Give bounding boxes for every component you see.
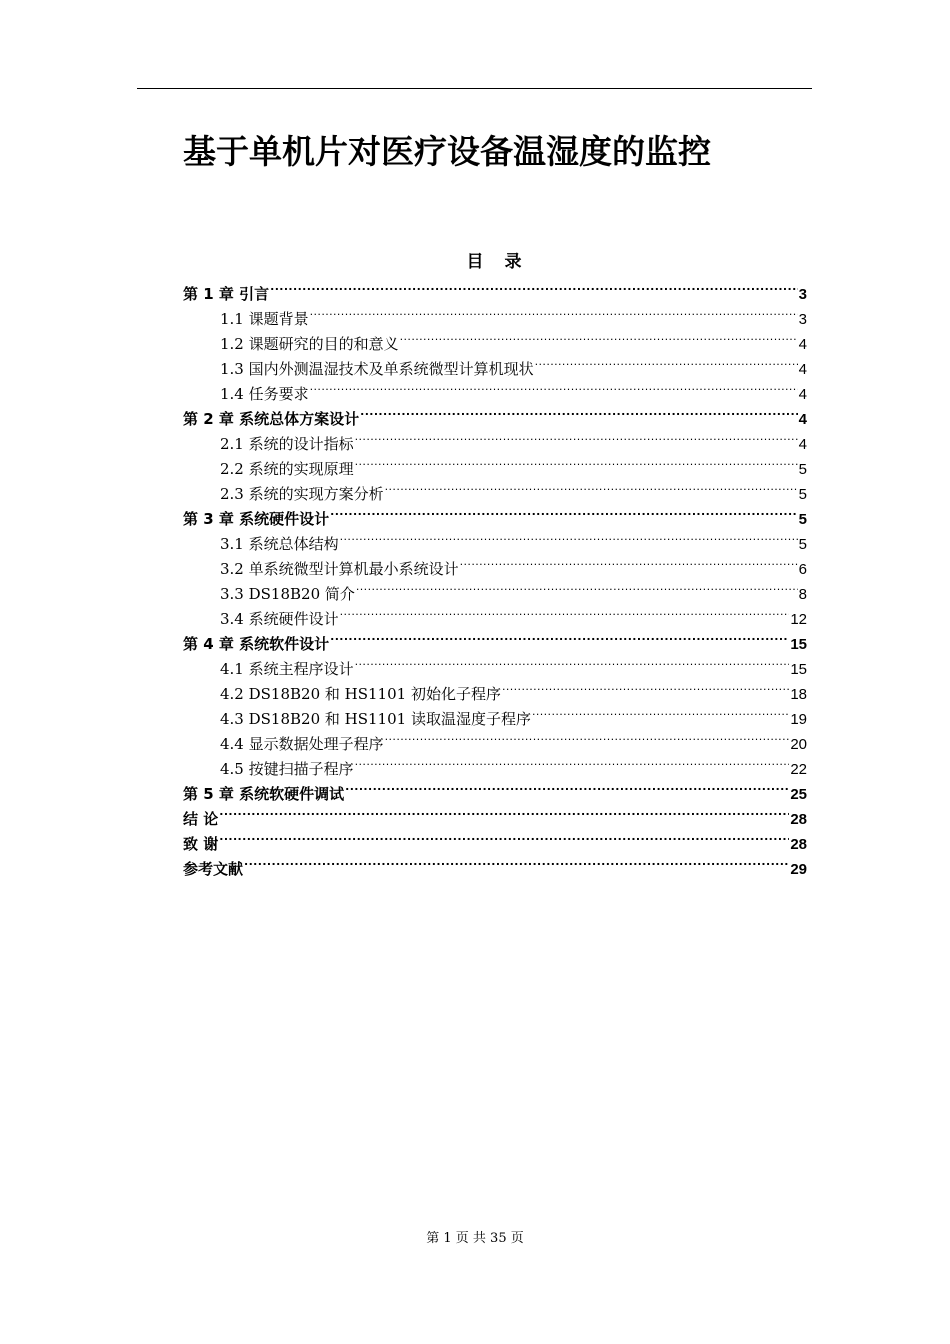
toc-entry-page-number: 4 bbox=[798, 336, 807, 353]
toc-entry-label: 3.4 系统硬件设计 bbox=[220, 610, 339, 628]
toc-dot-leader bbox=[340, 524, 798, 549]
toc-entry-page-number: 5 bbox=[798, 486, 807, 503]
toc-entry-page-number: 15 bbox=[790, 636, 807, 653]
toc-entry-page-number: 4 bbox=[798, 361, 807, 378]
toc-entry-label: 1.3 国内外测温湿技术及单系统微型计算机现状 bbox=[220, 360, 534, 378]
toc-entry-page-number: 4 bbox=[798, 386, 807, 403]
toc-entry-label: 2.3 系统的实现方案分析 bbox=[220, 485, 384, 503]
toc-entry-page-number: 5 bbox=[798, 511, 807, 528]
toc-entry-label: 第 5 章 系统软硬件调试 bbox=[183, 785, 345, 803]
toc-dot-leader bbox=[460, 549, 798, 574]
toc-entry-page-number: 4 bbox=[798, 411, 807, 428]
toc-entry-label: 2.2 系统的实现原理 bbox=[220, 460, 354, 478]
toc-entry-page-number: 3 bbox=[798, 286, 807, 303]
toc-entry-label: 3.3 DS18B20 简介 bbox=[220, 585, 355, 603]
toc-entry-page-number: 18 bbox=[790, 686, 807, 703]
toc-entry-label: 4.4 显示数据处理子程序 bbox=[220, 735, 384, 753]
toc-dot-leader bbox=[345, 774, 789, 799]
toc-entry-page-number: 5 bbox=[798, 536, 807, 553]
toc-dot-leader bbox=[310, 299, 798, 324]
toc-dot-leader bbox=[355, 749, 790, 774]
toc-chapter-entry[interactable] bbox=[183, 799, 807, 828]
document-title: 基于单机片对医疗设备温湿度的监控 bbox=[183, 132, 711, 171]
toc-entry-label: 2.1 系统的设计指标 bbox=[220, 435, 354, 453]
toc-dot-leader bbox=[219, 824, 789, 849]
toc-entry-label: 1.4 任务要求 bbox=[220, 385, 309, 403]
toc-dot-leader bbox=[244, 849, 789, 874]
toc-entry-label: 4.3 DS18B20 和 HS1101 读取温湿度子程序 bbox=[220, 710, 531, 728]
toc-chapter-entry[interactable] bbox=[183, 849, 807, 878]
toc-entry-page-number: 15 bbox=[790, 661, 807, 678]
toc-entry-page-number: 5 bbox=[798, 461, 807, 478]
toc-entry-page-number: 28 bbox=[790, 811, 807, 828]
table-of-contents bbox=[183, 274, 807, 878]
toc-dot-leader bbox=[385, 474, 798, 499]
toc-dot-leader bbox=[356, 574, 798, 599]
toc-entry-label: 第 3 章 系统硬件设计 bbox=[183, 510, 330, 528]
toc-entry-page-number: 3 bbox=[798, 311, 807, 328]
toc-entry-page-number: 20 bbox=[790, 736, 807, 753]
toc-dot-leader bbox=[355, 424, 798, 449]
toc-entry-page-number: 22 bbox=[790, 761, 807, 778]
toc-dot-leader bbox=[355, 449, 798, 474]
toc-dot-leader bbox=[340, 599, 790, 624]
toc-entry-page-number: 25 bbox=[790, 786, 807, 803]
toc-entry-label: 结 论 bbox=[183, 810, 219, 828]
toc-dot-leader bbox=[400, 324, 798, 349]
toc-dot-leader bbox=[310, 374, 798, 399]
toc-section-entry[interactable] bbox=[183, 299, 807, 328]
toc-entry-label: 致 谢 bbox=[183, 835, 219, 853]
toc-dot-leader bbox=[532, 699, 789, 724]
toc-entry-page-number: 28 bbox=[790, 836, 807, 853]
toc-entry-label: 4.5 按键扫描子程序 bbox=[220, 760, 354, 778]
toc-entry-label: 4.1 系统主程序设计 bbox=[220, 660, 354, 678]
toc-dot-leader bbox=[330, 624, 789, 649]
toc-entry-page-number: 19 bbox=[790, 711, 807, 728]
toc-dot-leader bbox=[385, 724, 790, 749]
page-footer: 第 1 页 共 35 页 bbox=[426, 1231, 524, 1246]
toc-chapter-entry[interactable] bbox=[183, 274, 807, 303]
toc-entry-page-number: 29 bbox=[790, 861, 807, 878]
toc-chapter-entry[interactable] bbox=[183, 824, 807, 853]
toc-entry-label: 参考文献 bbox=[183, 860, 244, 878]
toc-entry-page-number: 12 bbox=[790, 611, 807, 628]
toc-dot-leader bbox=[270, 274, 798, 299]
toc-dot-leader bbox=[535, 349, 798, 374]
toc-entry-label: 4.2 DS18B20 和 HS1101 初始化子程序 bbox=[220, 685, 501, 703]
toc-dot-leader bbox=[330, 499, 798, 524]
toc-dot-leader bbox=[502, 674, 789, 699]
toc-entry-page-number: 8 bbox=[798, 586, 807, 603]
toc-entry-label: 1.1 课题背景 bbox=[220, 310, 309, 328]
toc-dot-leader bbox=[355, 649, 790, 674]
toc-heading: 目 录 bbox=[466, 252, 524, 272]
toc-entry-label: 1.2 课题研究的目的和意义 bbox=[220, 335, 399, 353]
header-rule bbox=[137, 88, 812, 89]
toc-entry-label: 第 4 章 系统软件设计 bbox=[183, 635, 330, 653]
toc-entry-page-number: 6 bbox=[798, 561, 807, 578]
toc-entry-label: 第 2 章 系统总体方案设计 bbox=[183, 410, 360, 428]
toc-entry-label: 第 1 章 引言 bbox=[183, 285, 270, 303]
toc-dot-leader bbox=[219, 799, 789, 824]
toc-entry-label: 3.2 单系统微型计算机最小系统设计 bbox=[220, 560, 459, 578]
toc-entry-label: 3.1 系统总体结构 bbox=[220, 535, 339, 553]
toc-entry-page-number: 4 bbox=[798, 436, 807, 453]
toc-dot-leader bbox=[360, 399, 798, 424]
